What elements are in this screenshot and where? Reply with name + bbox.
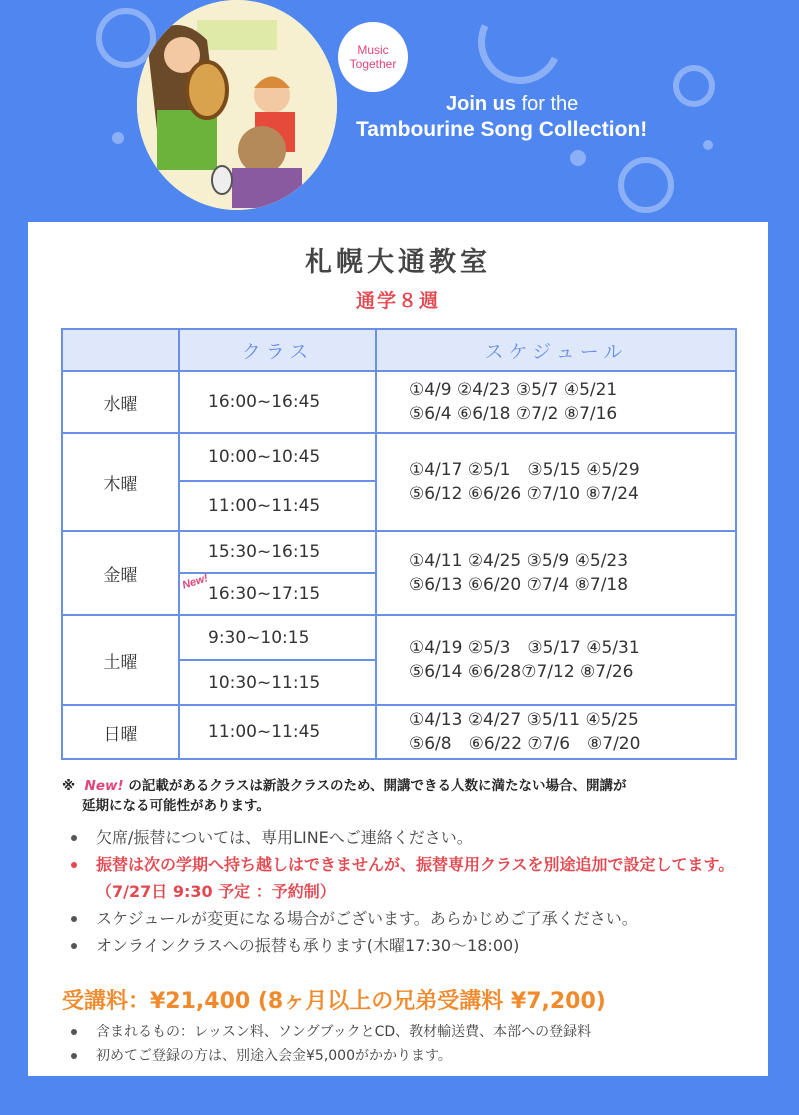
decor-circle: [673, 65, 715, 107]
day-cell: 土曜: [62, 615, 179, 705]
schedule-line: ⑤6/8 ⑥6/22 ⑦7/6 ⑧7/20: [409, 734, 641, 754]
list-item: 含まれるもの：レッスン料、ソングブックとCD、教材輸送費、本部への登録料: [68, 1020, 758, 1044]
time-cell: 11:00~11:45: [179, 481, 376, 531]
day-cell: 木曜: [62, 433, 179, 531]
table-row: [62, 705, 736, 759]
decor-dot: [112, 132, 124, 144]
time-cell-new: [179, 573, 376, 615]
schedule-line: ①4/11 ②4/25 ③5/9 ④5/23: [409, 551, 629, 571]
list-item: 初めてご登録の方は、別途入会金¥5,000がかかります。: [68, 1044, 758, 1068]
schedule-cell: [376, 531, 736, 615]
list-item: オンラインクラスへの振替も承ります(木曜17:30～18:00): [68, 932, 758, 959]
schedule-line: ①4/9 ②4/23 ③5/7 ④5/21: [409, 380, 618, 400]
note-text2: 延期になる可能性があります。: [82, 798, 270, 814]
schedule-line: ⑤6/14 ⑥6/28⑦7/12 ⑧7/26: [409, 662, 634, 682]
day-cell: 日曜: [62, 705, 179, 759]
list-item: 振替は次の学期へ持ち越しはできませんが、振替専用クラスを別途追加で設定してます。（7/27日 9:30 予定 ：予約制）: [68, 851, 758, 905]
day-cell: 金曜: [62, 531, 179, 615]
tambourine-illustration: [137, 0, 337, 210]
new-badge: New!: [180, 572, 210, 592]
banner: [0, 0, 799, 220]
schedule-line: ⑤6/4 ⑥6/18 ⑦7/2 ⑧7/16: [409, 404, 618, 424]
table-header-row: [62, 329, 736, 371]
music-together-logo: [338, 22, 408, 92]
time-cell: 10:30~11:15: [179, 660, 376, 705]
day-cell: 水曜: [62, 371, 179, 433]
banner-join-bold: Join us: [446, 93, 517, 115]
logo-line2: Together: [349, 57, 397, 71]
list-item: 欠席/振替については、専用LINEへご連絡ください。: [68, 824, 758, 851]
schedule-cell: [376, 615, 736, 705]
note-line1: [62, 776, 742, 796]
schedule-line: ①4/17 ②5/1 ③5/15 ④5/29: [409, 460, 640, 480]
decor-dot: [570, 150, 586, 166]
header-schedule: スケジュール: [376, 329, 736, 371]
banner-collection: Tambourine Song Collection!: [356, 118, 648, 141]
fee-details: [68, 1020, 758, 1068]
info-bullets: [68, 824, 758, 959]
decor-arc: [466, 0, 574, 96]
time-cell: 15:30~16:15: [179, 531, 376, 573]
page-subtitle: 通学８週: [355, 290, 440, 312]
banner-join-rest: for the: [516, 93, 579, 115]
table-row: [62, 615, 736, 660]
schedule-table: [61, 328, 737, 760]
schedule-cell: [376, 433, 736, 531]
schedule-line: ⑤6/13 ⑥6/20 ⑦7/4 ⑧7/18: [409, 575, 629, 595]
time-cell: 9:30~10:15: [179, 615, 376, 660]
table-row: [62, 531, 736, 573]
header-day: [62, 329, 179, 371]
note-text1: の記載があるクラスは新設クラスのため、開講できる人数に満たない場合、開講が: [128, 778, 627, 794]
header-class: クラス: [179, 329, 376, 371]
list-item: スケジュールが変更になる場合がございます。あらかじめご了承ください。: [68, 905, 758, 932]
schedule-line: ①4/19 ②5/3 ③5/17 ④5/31: [409, 638, 640, 658]
note-new-tag: New!: [84, 778, 124, 794]
decor-circle: [618, 157, 674, 213]
decor-dot: [703, 140, 713, 150]
page-title: 札幌大通教室: [305, 247, 491, 278]
new-class-note: [62, 776, 742, 816]
info-card: [28, 222, 768, 1076]
time-cell: 16:00~16:45: [179, 371, 376, 433]
banner-join-line: [446, 93, 578, 116]
schedule-cell: [376, 371, 736, 433]
logo-line1: Music: [357, 43, 389, 57]
schedule-cell: [376, 705, 736, 759]
time-cell: 10:00~10:45: [179, 433, 376, 481]
time-cell: 11:00~11:45: [179, 705, 376, 759]
time-text: 16:30~17:15: [208, 584, 321, 604]
schedule-line: ⑤6/12 ⑥6/26 ⑦7/10 ⑧7/24: [409, 484, 639, 504]
note-mark: ※: [62, 778, 76, 794]
schedule-line: ①4/13 ②4/27 ③5/11 ④5/25: [409, 710, 639, 730]
tuition-fee: 受講料：¥21,400 (8ヶ月以上の兄弟受講料 ¥7,200): [62, 989, 606, 1014]
table-row: [62, 371, 736, 433]
table-row: [62, 433, 736, 481]
